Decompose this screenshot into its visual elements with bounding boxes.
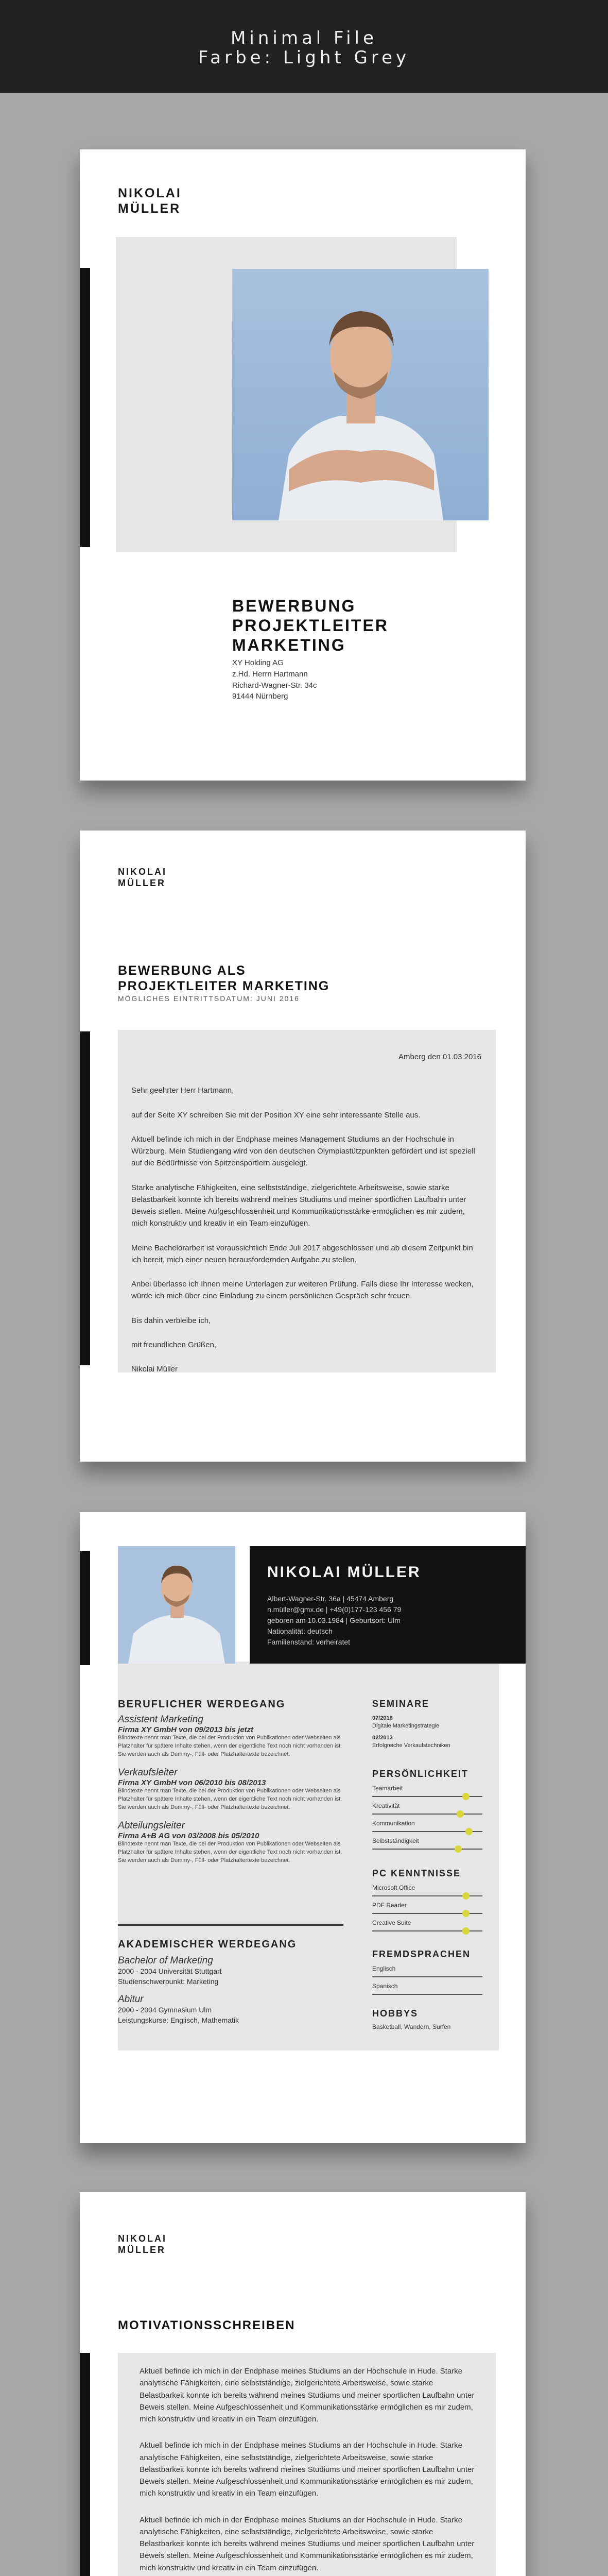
skill-label: Teamarbeit: [372, 1785, 403, 1792]
cover-page: [80, 149, 526, 781]
job-firm: Firma XY GmbH von 09/2013 bis jetzt: [118, 1725, 254, 1734]
cover-title-line-3: MARKETING: [232, 635, 346, 654]
education-line: 2000 - 2004 Universität Stuttgart: [118, 1967, 222, 1975]
first-name: NIKOLAI: [118, 2233, 167, 2244]
skill-label: Kreativität: [372, 1802, 400, 1810]
language-skills: [372, 1963, 482, 2003]
letter-body: [131, 1051, 481, 1375]
cover-name: [118, 185, 182, 216]
seminar-name: Digitale Marketingstrategie: [372, 1722, 440, 1729]
seminars-title: SEMINARE: [372, 1699, 430, 1709]
motivation-name: [118, 2233, 167, 2256]
education-entry: [118, 1955, 344, 1987]
motivation-page: [80, 2192, 526, 2576]
hobbies-text: Basketball, Wandern, Surfen: [372, 2023, 451, 2031]
side-bar: [80, 2353, 90, 2576]
side-bar: [80, 1031, 90, 1365]
skill-level-dot: [462, 1910, 470, 1917]
banner-title: Minimal File: [231, 28, 377, 48]
letter-date: Amberg den 01.03.2016: [398, 1053, 481, 1061]
letter-paragraph: Aktuell befinde ich mich in der Endphase meines Management Studiums an der Hochschule in Würzburg. Mein Studiengang wird von den deutschen Olympiastützpunkten gefördert und ist speziell auf die Bedürfnisse von Spitzensportlern ausgelegt.: [131, 1134, 475, 1168]
letter-page: [80, 831, 526, 1462]
pc-title: PC KENNTNISSE: [372, 1868, 461, 1879]
letter-closing: Bis dahin verbleibe ich,: [131, 1316, 211, 1325]
job-firm: Firma XY GmbH von 06/2010 bis 08/2013: [118, 1778, 266, 1787]
seminar-date: 07/2016: [372, 1715, 393, 1721]
skill-label: Microsoft Office: [372, 1884, 415, 1892]
banner-header: [0, 0, 608, 93]
education-entry: [118, 1994, 344, 2025]
contact-line: geboren am 10.03.1984 | Geburtsort: Ulm: [267, 1616, 401, 1624]
degree-title: Abitur: [118, 1994, 144, 2005]
portrait-image: [232, 269, 489, 520]
job-text: Blindtexte nennt man Texte, die bei der Produktion von Publikationen oder Webseiten als Platzhalter für spätere Inhalte stehen, wenn der eigentliche Text noch nicht vorhanden ist. Sie werden auch als Dummy-, Füll- oder Platzhaltertexte bezeichnet.: [118, 1787, 342, 1810]
job-text: Blindtexte nennt man Texte, die bei der Produktion von Publikationen oder Webseiten als Platzhalter für spätere Inhalte stehen, wenn der eigentliche Text noch nicht vorhanden ist. Sie werden auch als Dummy-, Füll- oder Platzhaltertexte bezeichnet.: [118, 1735, 342, 1757]
motivation-title: MOTIVATIONSSCHREIBEN: [118, 2318, 296, 2332]
skill-track: [372, 1994, 482, 1995]
education-line: 2000 - 2004 Gymnasium Ulm: [118, 2006, 212, 2014]
hobbies-title: HOBBYS: [372, 2008, 419, 2019]
banner-subtitle: Farbe: Light Grey: [198, 47, 410, 68]
address-line: z.Hd. Herrn Hartmann: [232, 669, 308, 679]
contact-info: [267, 1594, 401, 1648]
portrait-photo: [232, 269, 489, 520]
skill-level-dot: [462, 1927, 470, 1935]
motivation-body: [140, 2365, 479, 2574]
first-name: NIKOLAI: [118, 186, 182, 200]
pc-skills: [372, 1882, 482, 1940]
letter-title-line-2: PROJEKTLEITER MARKETING: [118, 978, 330, 993]
skill-level-dot: [457, 1810, 464, 1818]
cover-title-line-2: PROJEKTLEITER: [232, 616, 389, 635]
job-text: Blindtexte nennt man Texte, die bei der Produktion von Publikationen oder Webseiten als Platzhalter für spätere Inhalte stehen, wenn der eigentliche Text noch nicht vorhanden ist. Sie werden auch als Dummy-, Füll- oder Platzhaltertexte bezeichnet.: [118, 1840, 342, 1863]
skill-label: Spanisch: [372, 1982, 398, 1990]
skill-track: [372, 1814, 482, 1815]
personality-skills: [372, 1783, 482, 1859]
education-list: [118, 1955, 344, 2025]
skill-row: [372, 1835, 482, 1859]
skill-label: Creative Suite: [372, 1919, 411, 1927]
skill-track: [372, 1976, 482, 1977]
seminar-date: 02/2013: [372, 1734, 393, 1741]
letter-paragraph: auf der Seite XY schreiben Sie mit der Position XY eine sehr interessante Stelle aus.: [131, 1110, 421, 1120]
cv-sidebar: [372, 1699, 482, 2039]
skill-row: [372, 1917, 482, 1941]
side-bar: [80, 1551, 90, 1665]
experience-list: [118, 1714, 344, 1865]
contact-line: Albert-Wagner-Str. 36a | 45474 Amberg: [267, 1595, 394, 1603]
skill-label: Englisch: [372, 1965, 396, 1973]
degree-title: Bachelor of Marketing: [118, 1955, 213, 1966]
job-firm: Firma A+B AG von 03/2008 bis 05/2010: [118, 1831, 259, 1840]
contact-line: Nationalität: deutsch: [267, 1627, 333, 1635]
skill-level-dot: [462, 1793, 470, 1800]
skill-level-dot: [455, 1845, 462, 1853]
address-line: 91444 Nürnberg: [232, 692, 288, 701]
contact-line: n.müller@gmx.de | +49(0)177-123 456 79: [267, 1605, 402, 1614]
job-title: Verkaufsleiter: [118, 1767, 178, 1778]
motivation-paragraph: Aktuell befinde ich mich in der Endphase meines Studiums an der Hochschule in Hude. Starke analytische Fähigkeiten, eine selbstständige, zielgerichtete Arbeitsweise, sowie starke Belastbarkeit konnte ich bereits während meines Studiums und meiner sportlichen Laufbahn unter Beweis stellen. Meine Aufgeschlossenheit und Kommunikationsstärke ermöglichen es mir zudem, mich konstruktiv und kreativ in ein Team einzufügen.: [140, 2515, 475, 2572]
side-bar: [80, 268, 90, 547]
languages-title: FREMDSPRACHEN: [372, 1949, 471, 1960]
last-name: MÜLLER: [118, 877, 166, 888]
cv-page: [80, 1512, 526, 2143]
section-divider: [118, 1924, 343, 1926]
skill-label: Selbstständigkeit: [372, 1837, 419, 1845]
skill-track: [372, 1849, 482, 1850]
letter-paragraph: Starke analytische Fähigkeiten, eine selbstständige, zielgerichtete Arbeitsweise, sowie starke Belastbarkeit konnte ich bereits während meines Studiums und meiner sportlichen Laufbahn unter Beweis stellen. Meine Aufgeschlossenheit und Kommunikationsstärke ermöglichen es mir zudem, mich konstruktiv und kreativ in ein Team einzufügen.: [131, 1183, 466, 1228]
letter-title: [118, 963, 329, 994]
letter-title-line-1: BEWERBUNG ALS: [118, 963, 246, 978]
skill-level-dot: [465, 1828, 473, 1835]
job-entry: [118, 1714, 344, 1759]
letter-paragraph: Anbei überlasse ich Ihnen meine Unterlagen zur weiteren Prüfung. Falls diese Ihr Interesse wecken, würde ich mich über eine Einladung zu einem persönlichen Gespräch sehr freuen.: [131, 1280, 474, 1301]
experience-title: BERUFLICHER WERDEGANG: [118, 1699, 286, 1710]
education-title: AKADEMISCHER WERDEGANG: [118, 1939, 297, 1950]
cover-title: [232, 597, 389, 655]
letter-regards: mit freundlichen Grüßen,: [131, 1340, 217, 1349]
skill-level-dot: [462, 1892, 470, 1900]
cv-photo: [118, 1546, 235, 1664]
last-name: MÜLLER: [118, 2244, 166, 2255]
address-line: XY Holding AG: [232, 658, 284, 667]
job-title: Assistent Marketing: [118, 1714, 203, 1725]
letter-signature: Nikolai Müller: [131, 1365, 178, 1374]
seminar-name: Erfolgreiche Verkaufstechniken: [372, 1742, 450, 1749]
cv-name: NIKOLAI MÜLLER: [267, 1564, 421, 1581]
job-title: Abteilungsleiter: [118, 1820, 185, 1831]
skill-label: Kommunikation: [372, 1820, 415, 1827]
education-line: Leistungskurse: Englisch, Mathematik: [118, 2015, 239, 2024]
job-entry: [118, 1820, 344, 1865]
contact-line: Familienstand: verheiratet: [267, 1638, 351, 1646]
motivation-paragraph: Aktuell befinde ich mich in der Endphase meines Studiums an der Hochschule in Hude. Starke analytische Fähigkeiten, eine selbstständige, zielgerichtete Arbeitsweise, sowie starke Belastbarkeit konnte ich bereits während meines Studiums und meiner sportlichen Laufbahn unter Beweis stellen. Meine Aufgeschlossenheit und Kommunikationsstärke ermöglichen es mir zudem, mich konstruktiv und kreativ in ein Team einzufügen.: [140, 2441, 475, 2498]
letter-name: [118, 867, 167, 889]
personality-title: PERSÖNLICHKEIT: [372, 1769, 469, 1780]
skill-row: [372, 1980, 482, 2004]
letter-subtitle: MÖGLICHES EINTRITTSDATUM: JUNI 2016: [118, 994, 300, 1003]
last-name: MÜLLER: [118, 201, 181, 216]
letter-paragraph: Meine Bachelorarbeit ist voraussichtlich Ende Juli 2017 abgeschlossen und ab diesem Zeitpunkt bin ich bereit, mich einer neuen herausfordernden Aufgabe zu stellen.: [131, 1243, 473, 1264]
address-line: Richard-Wagner-Str. 34c: [232, 681, 317, 690]
skill-label: PDF Reader: [372, 1902, 407, 1909]
cover-title-line-1: BEWERBUNG: [232, 597, 356, 615]
motivation-paragraph: Aktuell befinde ich mich in der Endphase meines Studiums an der Hochschule in Hude. Starke analytische Fähigkeiten, eine selbstständige, zielgerichtete Arbeitsweise, sowie starke Belastbarkeit konnte ich bereits während meines Studiums und meiner sportlichen Laufbahn unter Beweis stellen. Meine Aufgeschlossenheit und Kommunikationsstärke ermöglichen es mir zudem, mich konstruktiv und kreativ in ein Team einzufügen.: [140, 2367, 475, 2424]
cv-portrait-image: [118, 1546, 235, 1664]
cover-address: [232, 657, 317, 702]
job-entry: [118, 1767, 344, 1812]
letter-salutation: Sehr geehrter Herr Hartmann,: [131, 1086, 234, 1095]
first-name: NIKOLAI: [118, 867, 167, 877]
education-line: Studienschwerpunkt: Marketing: [118, 1977, 219, 1986]
contact-box: [250, 1546, 526, 1664]
